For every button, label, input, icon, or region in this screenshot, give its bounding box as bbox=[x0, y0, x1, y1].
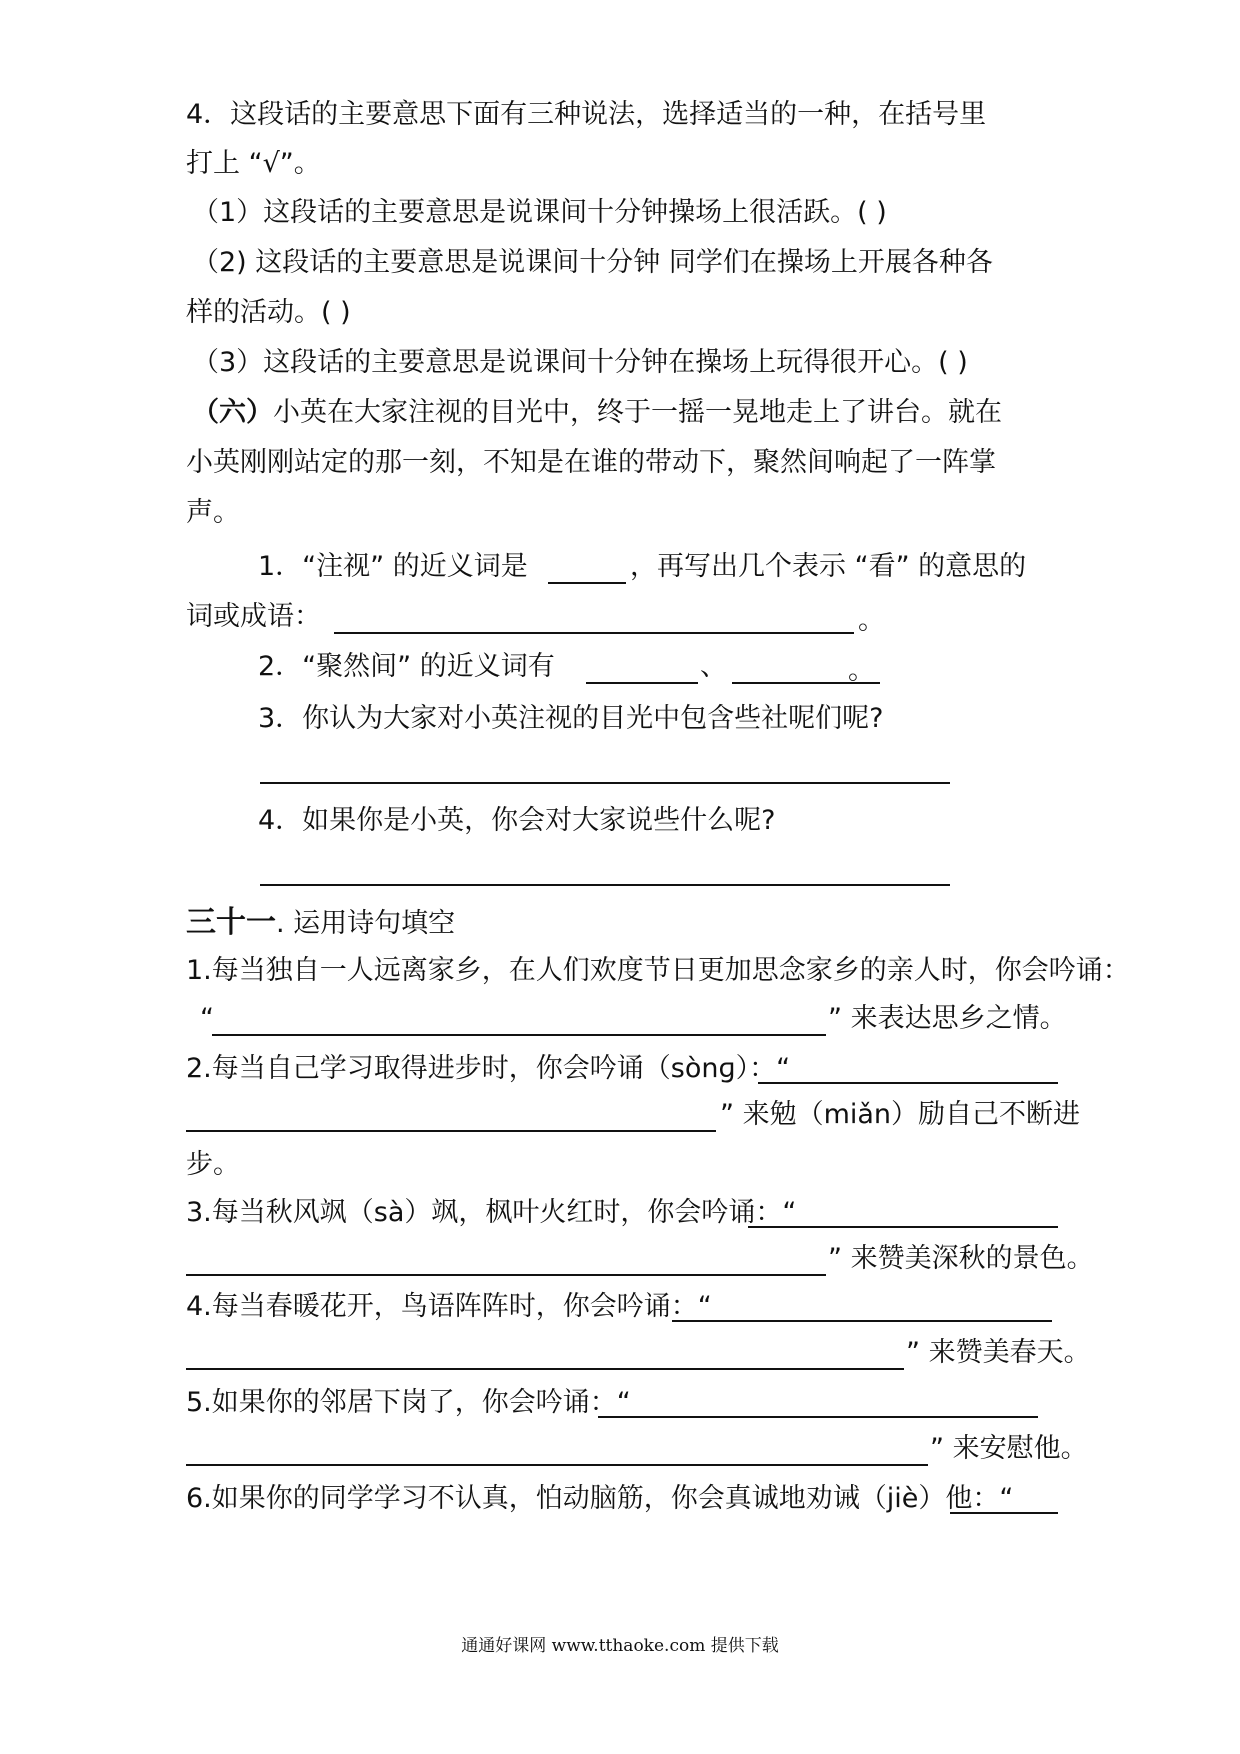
section-31-title: . 运用诗句填空 bbox=[276, 908, 456, 939]
part6-q2-end: 。 bbox=[848, 655, 875, 686]
item3-end: ” 来赞美深秋的景色。 bbox=[828, 1243, 1094, 1274]
part6-q1-end: 。 bbox=[858, 605, 885, 636]
part6-q1-prompt-2: ，再写出几个表示 “看” 的意思的 bbox=[630, 551, 1027, 582]
q4-option-1: （1）这段话的主要意思是说课间十分钟操场上很活跃。( ) bbox=[192, 197, 887, 228]
q4-option-3: （3）这段话的主要意思是说课间十分钟在操场上玩得很开心。( ) bbox=[192, 347, 968, 378]
part6-q3-prompt: 3．你认为大家对小英注视的目光中包含些社呢们呢? bbox=[258, 703, 884, 734]
item2-answer-line-2[interactable] bbox=[186, 1130, 716, 1132]
part6-q3-answer-line[interactable] bbox=[260, 782, 950, 784]
item5-end: ” 来安慰他。 bbox=[930, 1433, 1088, 1464]
item1-end: ” 来表达思乡之情。 bbox=[828, 1003, 1067, 1034]
item6-answer-line[interactable] bbox=[950, 1512, 1058, 1514]
section-31-heading bbox=[186, 906, 455, 941]
item5-prompt: 5.如果你的邻居下岗了，你会吟诵：“ bbox=[186, 1387, 631, 1418]
q4-option-2-line-1: （2) 这段话的主要意思是说课间十分钟 同学们在操场上开展各种各 bbox=[192, 247, 993, 278]
item5-answer-line-2[interactable] bbox=[186, 1464, 928, 1466]
part6-q4-prompt: 4．如果你是小英，你会对大家说些什么呢? bbox=[258, 805, 776, 836]
section-31-number: 三十一 bbox=[186, 905, 276, 940]
item3-prompt: 3.每当秋风飒（sà）飒，枫叶火红时，你会吟诵：“ bbox=[186, 1197, 797, 1228]
part6-q1-synonym-blank[interactable] bbox=[548, 582, 626, 584]
q4-line-2: 打上 “√”。 bbox=[186, 148, 321, 179]
item3-answer-line-2[interactable] bbox=[186, 1274, 826, 1276]
part6-q1-prompt-3: 词或成语： bbox=[186, 601, 321, 632]
item4-prompt: 4.每当春暖花开，鸟语阵阵时，你会吟诵：“ bbox=[186, 1291, 712, 1322]
item1-open-quote: “ bbox=[200, 1003, 214, 1034]
q4-line-1: 4．这段话的主要意思下面有三种说法，选择适当的一种，在括号里 bbox=[186, 99, 987, 130]
item2-answer-line-1[interactable] bbox=[758, 1082, 1058, 1084]
part6-text-1: 小英在大家注视的目光中，终于一摇一晃地走上了讲台。就在 bbox=[273, 397, 1002, 428]
item2-end: 步。 bbox=[186, 1149, 240, 1180]
part6-label: （六） bbox=[192, 397, 273, 428]
item3-answer-line-1[interactable] bbox=[748, 1226, 1058, 1228]
part6-q4-answer-line[interactable] bbox=[260, 884, 950, 886]
item4-end: ” 来赞美春天。 bbox=[906, 1337, 1091, 1368]
item1-answer-line[interactable] bbox=[212, 1034, 826, 1036]
item2-prompt: 2.每当自己学习取得进步时，你会吟诵（sònɡ）：“ bbox=[186, 1053, 791, 1084]
part6-q2-separator: 、 bbox=[700, 651, 727, 682]
part6-q2-blank-1[interactable] bbox=[586, 682, 698, 684]
part6-line-1 bbox=[192, 396, 1002, 430]
part6-q1-prompt: 1．“注视” 的近义词是 bbox=[258, 551, 528, 582]
item2-middle: ” 来勉（miǎn）励自己不断进 bbox=[720, 1099, 1081, 1130]
part6-q2-prompt: 2．“聚然间” 的近义词有 bbox=[258, 651, 555, 682]
footer-credit: 通通好课网 www.tthaoke.com 提供下载 bbox=[461, 1636, 779, 1656]
item4-answer-line-2[interactable] bbox=[186, 1368, 904, 1370]
item1-prompt: 1.每当独自一人远离家乡，在人们欢度节日更加思念家乡的亲人时，你会吟诵： bbox=[186, 955, 1130, 986]
part6-q1-words-blank[interactable] bbox=[334, 632, 854, 634]
item4-answer-line-1[interactable] bbox=[672, 1320, 1052, 1322]
q4-option-2-line-2: 样的活动。( ) bbox=[186, 297, 351, 328]
part6-line-2: 小英刚刚站定的那一刻，不知是在谁的带动下，聚然间响起了一阵掌 bbox=[186, 447, 996, 478]
part6-line-3: 声。 bbox=[186, 497, 240, 528]
item5-answer-line-1[interactable] bbox=[598, 1416, 1038, 1418]
item6-prompt: 6.如果你的同学学习不认真，怕动脑筋，你会真诚地劝诫（jiè）他：“ bbox=[186, 1483, 1014, 1514]
